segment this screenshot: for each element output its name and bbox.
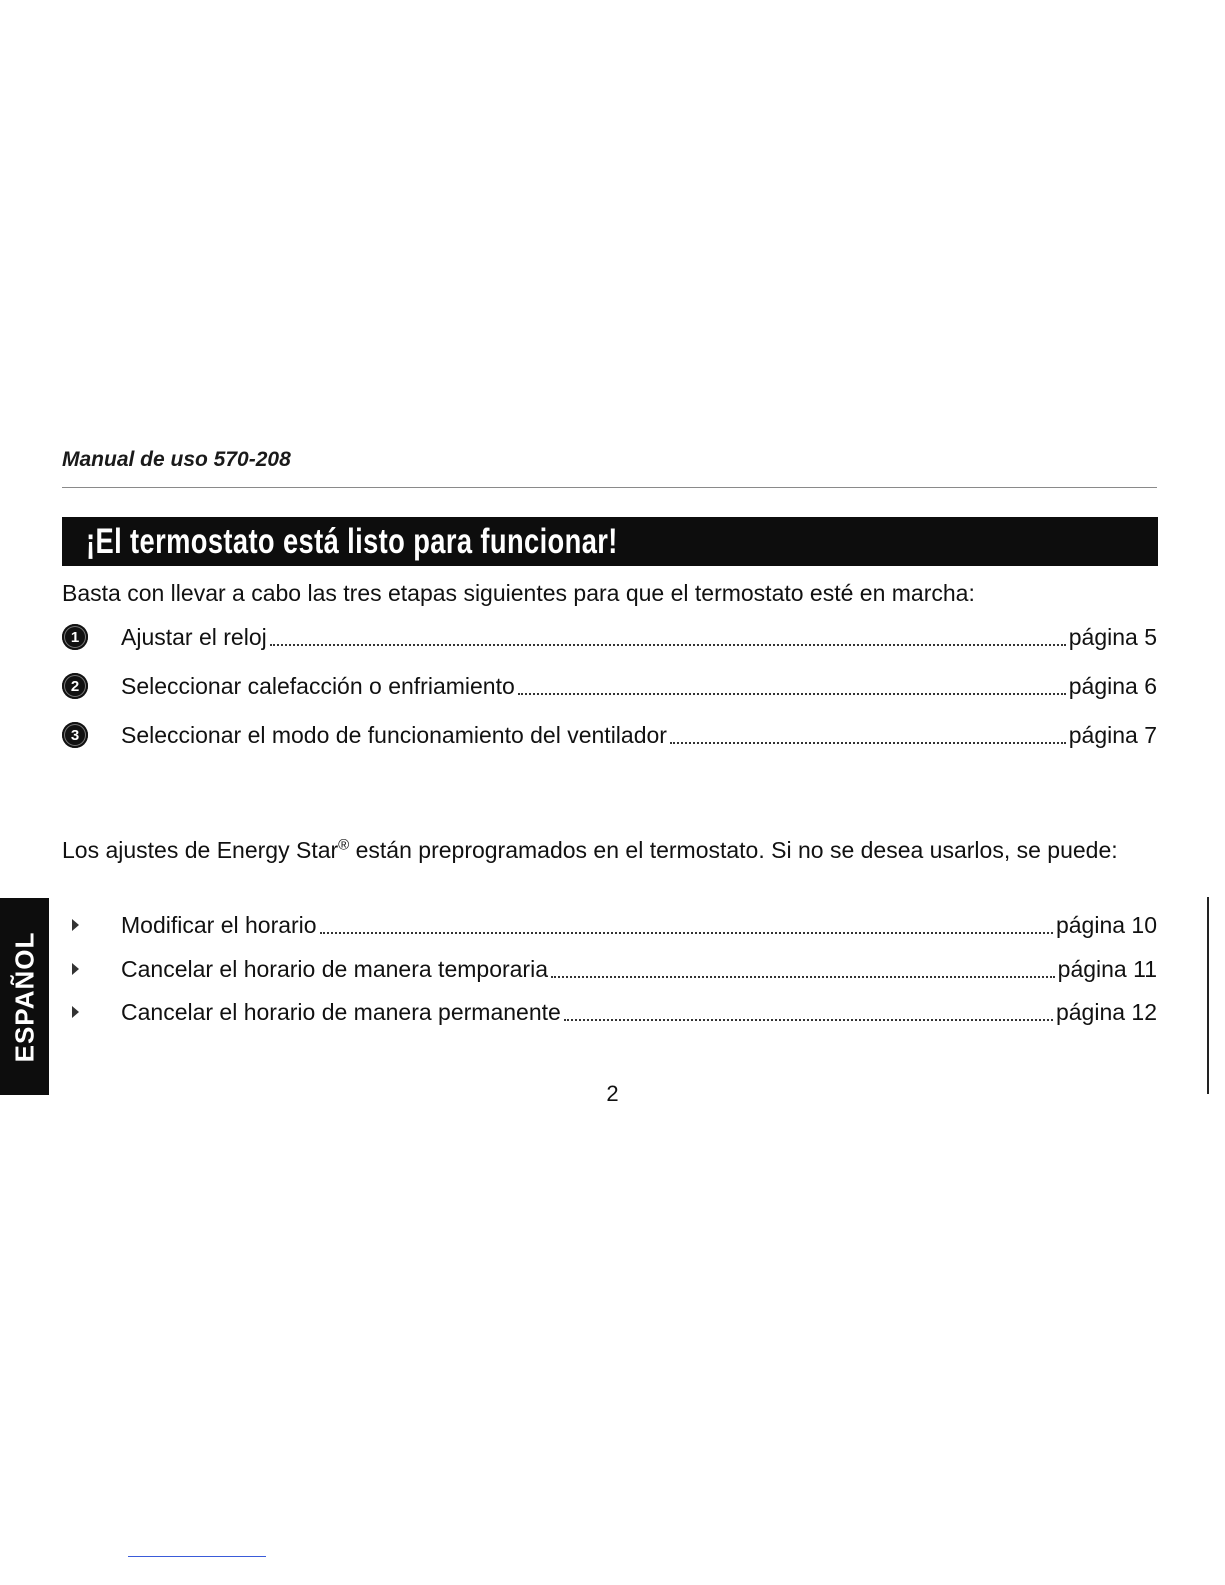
toc-entry-step-1[interactable]	[62, 622, 1157, 652]
manual-title: Manual de uso 570-208	[62, 448, 291, 471]
toc-entry-step-2[interactable]	[62, 671, 1157, 701]
toc-entry-step-3[interactable]	[62, 720, 1157, 750]
leader-dots	[270, 644, 1066, 646]
toc-entry-label: Seleccionar calefacción o enfriamiento	[121, 672, 515, 699]
right-margin-rule	[1207, 897, 1209, 1094]
toc-entry-option-2[interactable]	[62, 954, 1157, 984]
header-divider	[62, 487, 1157, 488]
footer-link-underline	[128, 1556, 266, 1557]
leader-dots	[564, 1019, 1053, 1021]
intro-paragraph: Basta con llevar a cabo las tres etapas siguientes para que el termostato esté en marcha:	[62, 580, 975, 606]
energy-star-paragraph	[62, 833, 1157, 867]
registered-mark: ®	[338, 836, 350, 854]
language-side-tab	[0, 898, 49, 1095]
section-banner	[62, 517, 1158, 566]
toc-entry-label: Modificar el horario	[121, 911, 317, 938]
leader-dots	[670, 742, 1066, 744]
energy-star-text: Los ajustes de Energy Star	[62, 837, 339, 863]
leader-dots	[518, 693, 1066, 695]
toc-entry-option-1[interactable]	[62, 910, 1157, 940]
triangle-bullet-icon	[62, 956, 88, 982]
toc-page-ref: página 5	[1068, 623, 1157, 650]
toc-entry-label: Seleccionar el modo de funcionamiento del ventilador	[121, 721, 667, 748]
number-2-circle-icon: 2	[62, 673, 88, 699]
energy-star-text-rest: están preprogramados en el termostato. Si no se desea usarlos, se puede:	[349, 837, 1118, 863]
toc-page-ref: página 6	[1068, 672, 1157, 699]
triangle-bullet-icon	[62, 999, 88, 1025]
number-1-circle-icon: 1	[62, 624, 88, 650]
leader-dots	[320, 932, 1053, 934]
toc-page-ref: página 12	[1055, 998, 1157, 1025]
number-3-circle-icon: 3	[62, 722, 88, 748]
toc-page-ref: página 7	[1068, 721, 1157, 748]
toc-entry-label: Ajustar el reloj	[121, 623, 267, 650]
triangle-bullet-icon	[62, 912, 88, 938]
language-tab-label: ESPAÑOL	[9, 931, 39, 1062]
page-number: 2	[606, 1081, 619, 1106]
toc-page-ref: página 10	[1055, 911, 1157, 938]
toc-page-ref: página 11	[1057, 955, 1157, 982]
leader-dots	[551, 976, 1055, 978]
section-title: ¡El termostato está listo para funcionar!	[86, 522, 618, 561]
toc-entry-label: Cancelar el horario de manera permanente	[121, 998, 561, 1025]
toc-entry-option-3[interactable]	[62, 997, 1157, 1027]
toc-entry-label: Cancelar el horario de manera temporaria	[121, 955, 548, 982]
